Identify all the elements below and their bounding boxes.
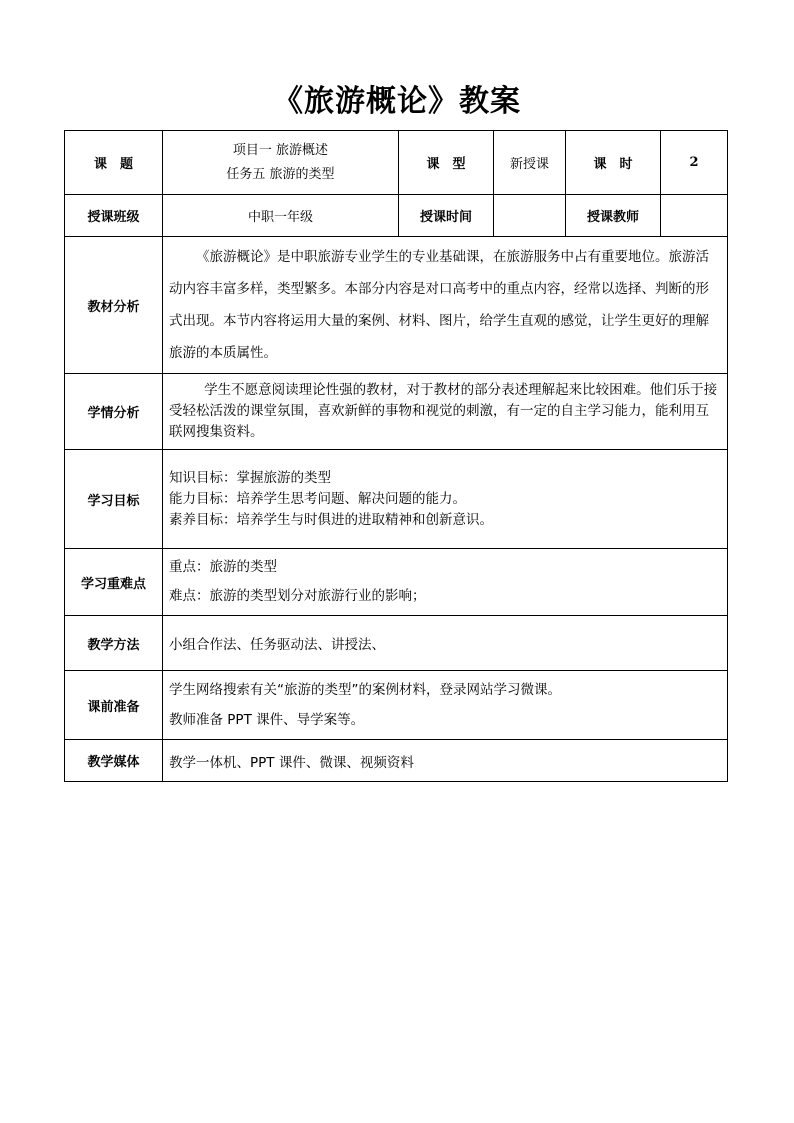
- keypoint-focus: 重点：旅游的类型: [169, 559, 277, 575]
- row-class: [65, 195, 728, 237]
- objective-knowledge: 知识目标：掌握旅游的类型: [169, 469, 331, 486]
- keypoints-cell: [163, 549, 728, 616]
- methods-text: 小组合作法、任务驱动法、讲授法、: [163, 616, 728, 671]
- row-methods: [65, 616, 728, 671]
- row-topic: [65, 131, 728, 195]
- row-keypoints: [65, 549, 728, 616]
- label-objectives: 学习目标: [65, 450, 163, 549]
- class-value: 中职一年级: [163, 195, 399, 237]
- label-topic: 课 题: [65, 131, 163, 195]
- label-textbook: 教材分析: [65, 237, 163, 374]
- label-class: 授课班级: [65, 195, 163, 237]
- label-hours: 课 时: [566, 131, 661, 195]
- label-type: 课 型: [399, 131, 494, 195]
- document-title: 《旅游概论》教案: [273, 84, 521, 119]
- row-prep: [65, 671, 728, 740]
- students-text: 学生不愿意阅读理论性强的教材，对于教材的部分表述理解起来比较困难。他们乐于接受轻松活泼的课堂氛围，喜欢新鲜的事物和视觉的刺激，有一定的自主学习能力，能利用互联网搜集资料。: [163, 374, 728, 450]
- row-students: [65, 374, 728, 450]
- time-value: [494, 195, 566, 237]
- label-prep: 课前准备: [65, 671, 163, 740]
- keypoint-difficulty: 难点：旅游的类型划分对旅游行业的影响；: [169, 588, 426, 604]
- topic-line-1: 项目一 旅游概述: [232, 142, 329, 158]
- label-teacher: 授课教师: [566, 195, 661, 237]
- media-text: 教学一体机、PPT 课件、微课、视频资料: [163, 740, 728, 782]
- objectives-cell: [163, 450, 728, 549]
- prep-students: 学生网络搜索有关“旅游的类型”的案例材料，登录网站学习微课。: [169, 682, 561, 698]
- label-time: 授课时间: [399, 195, 494, 237]
- textbook-text: 《旅游概论》是中职旅游专业学生的专业基础课，在旅游服务中占有重要地位。旅游活动内容丰富多样，类型繁多。本部分内容是对口高考中的重点内容，经常以选择、判断的形式出现。本节内容将运用大量的案例、材料、图片，给学生直观的感觉，让学生更好的理解旅游的本质属性。: [163, 237, 728, 374]
- objective-ability: 能力目标：培养学生思考问题、解决问题的能力。: [169, 490, 466, 507]
- hours-value: 2: [661, 131, 728, 195]
- label-methods: 教学方法: [65, 616, 163, 671]
- topic-line-2: 任务五 旅游的类型: [226, 166, 335, 182]
- topic-cell: [163, 131, 399, 195]
- row-objectives: [65, 450, 728, 549]
- prep-cell: [163, 671, 728, 740]
- label-students: 学情分析: [65, 374, 163, 450]
- row-media: [65, 740, 728, 782]
- teacher-value: [661, 195, 728, 237]
- lesson-plan-table: [64, 130, 728, 782]
- objective-literacy: 素养目标：培养学生与时俱进的进取精神和创新意识。: [169, 511, 493, 528]
- row-textbook: [65, 237, 728, 374]
- prep-teacher: 教师准备 PPT 课件、导学案等。: [169, 712, 365, 728]
- type-value: 新授课: [494, 131, 566, 195]
- label-keypoints: 学习重难点: [65, 549, 163, 616]
- label-media: 教学媒体: [65, 740, 163, 782]
